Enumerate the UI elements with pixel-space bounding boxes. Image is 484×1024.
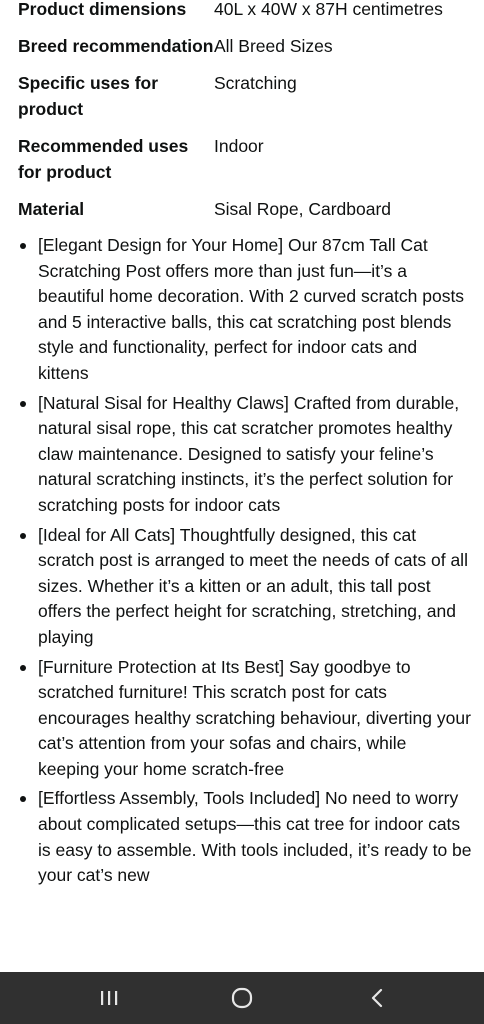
spec-row-dimensions: [18, 0, 474, 22]
spec-row-specific-uses: [18, 70, 474, 122]
home-button[interactable]: [207, 972, 277, 1024]
feature-bullet-text: [Ideal for All Cats] Thoughtfully designed, this cat scratch post is arranged to meet the needs of cats of all sizes. Whether it’s a kitten or an adult, this tall post offers the perfect height for scratching, stretching, and playing: [38, 524, 468, 647]
feature-bullet-text: [Furniture Protection at Its Best] Say goodbye to scratched furniture! This scratch post for cats encourages healthy scratching behaviour, diverting your cat’s attention from your sofas and chairs, while keeping your home scratch-free: [38, 656, 471, 779]
spec-value: All Breed Sizes: [214, 36, 333, 56]
spec-row-breed: [18, 33, 474, 59]
spec-key: Material: [18, 199, 85, 219]
bullet-dot-icon: [20, 401, 26, 407]
spec-value: Indoor: [214, 136, 264, 156]
home-icon: [230, 986, 254, 1010]
recents-button[interactable]: [74, 972, 144, 1024]
feature-bullet-text: [Elegant Design for Your Home] Our 87cm Tall Cat Scratching Post offers more than just fun—it’s a beautiful home decoration. With 2 curved scratch posts and 5 interactive balls, this cat scratching post blends style and functionality, perfect for indoor cats and kittens: [38, 235, 465, 383]
feature-bullet: [38, 391, 472, 519]
back-icon: [367, 987, 387, 1009]
spec-row-recommended-uses: [18, 133, 474, 185]
feature-bullet-text: [Natural Sisal for Healthy Claws] Crafted from durable, natural sisal rope, this cat scratcher promotes healthy claw maintenance. Designed to satisfy your feline’s natural scratching instincts, it’s the perfect solution for scratching posts for indoor cats: [38, 392, 460, 515]
spec-key: Product dimensions: [18, 0, 187, 19]
recents-icon: [98, 988, 120, 1008]
product-spec-table: [0, 0, 484, 222]
feature-bullet: [38, 523, 472, 651]
spec-value: Sisal Rope, Cardboard: [214, 199, 392, 219]
spec-row-material: [18, 196, 474, 222]
feature-bullet: [38, 233, 472, 387]
spec-key: Recommended uses for product: [18, 136, 189, 182]
bullet-dot-icon: [20, 243, 26, 249]
spec-key: Breed recommendation: [18, 36, 214, 56]
bullet-dot-icon: [20, 796, 26, 802]
system-navigation-bar: [0, 972, 484, 1024]
feature-bullet: [38, 786, 472, 888]
about-this-item-list: [0, 233, 484, 889]
spec-key: Specific uses for product: [18, 73, 159, 119]
spec-value: Scratching: [214, 73, 297, 93]
back-button[interactable]: [342, 972, 412, 1024]
feature-bullet-text: [Effortless Assembly, Tools Included] No need to worry about complicated setups—this cat tree for indoor cats is easy to assemble. With tools included, it’s ready to be your cat’s new: [38, 788, 472, 886]
feature-bullet: [38, 655, 472, 783]
bullet-dot-icon: [20, 533, 26, 539]
bullet-dot-icon: [20, 665, 26, 671]
spec-value: 40L x 40W x 87H centimetres: [214, 0, 443, 19]
